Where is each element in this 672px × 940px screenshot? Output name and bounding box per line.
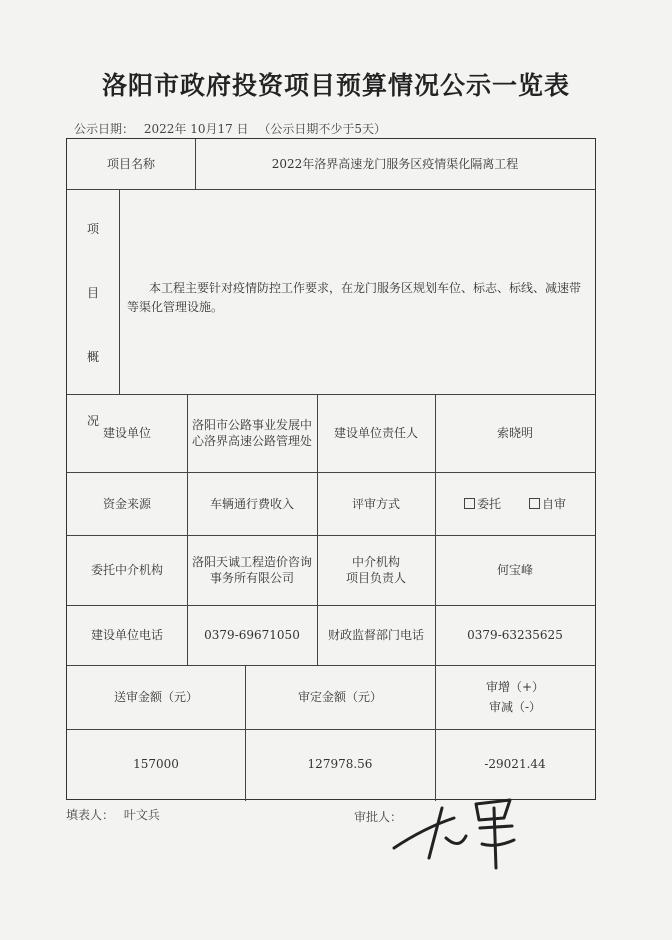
overview-label-char: 目 [86, 286, 99, 301]
date-label: 公示日期： [74, 122, 135, 136]
date-value: 2022年 10月17 日 [143, 122, 249, 136]
project-name-label: 项目名称 [106, 157, 155, 171]
agency-label: 委托中介机构 [90, 563, 163, 577]
submitted-amount-value: 157000 [133, 757, 179, 771]
approved-amount-label: 审定金额（元） [297, 690, 382, 704]
responsible-person-label: 建设单位责任人 [333, 426, 418, 440]
review-method-options [435, 472, 595, 535]
unit-phone-label: 建设单位电话 [90, 628, 163, 642]
unit-phone-value: 0379-69671050 [204, 628, 300, 642]
overview-label-char: 况 [86, 413, 99, 428]
review-option-self[interactable]: 自审 [529, 496, 566, 512]
finance-phone-label: 财政监督部门电话 [327, 628, 424, 642]
agency-person-value: 何宝峰 [496, 563, 533, 577]
fund-source-label: 资金来源 [102, 496, 151, 511]
page-title: 洛阳市政府投资项目预算情况公示一览表 [101, 71, 570, 100]
construction-unit-value: 洛阳市公路事业发展中心洛界高速公路管理处 [191, 418, 312, 448]
date-note: （公示日期不少于5天） [258, 122, 387, 136]
submitted-amount-label: 送审金额（元） [113, 690, 198, 704]
review-option-entrust[interactable]: 委托 [464, 496, 501, 512]
change-value: -29021.44 [484, 757, 546, 771]
budget-table [66, 138, 596, 800]
filler-line [66, 806, 160, 823]
overview-label-char: 项 [86, 222, 99, 237]
responsible-person-value: 索晓明 [496, 426, 533, 440]
filler-label: 填表人： [66, 808, 115, 822]
approved-amount-value: 127978.56 [307, 757, 373, 771]
approver-label: 审批人： [354, 810, 403, 824]
agency-value: 洛阳天诚工程造价咨询事务所有限公司 [191, 555, 312, 585]
project-name-value: 2022年洛界高速龙门服务区疫情渠化隔离工程 [271, 157, 519, 171]
approver-signature [384, 788, 534, 878]
review-method-label: 评审方式 [351, 496, 400, 511]
finance-phone-value: 0379-63235625 [467, 628, 563, 642]
fund-source-value: 车辆通行费收入 [209, 496, 294, 511]
overview-text: 本工程主要针对疫情防控工作要求，在龙门服务区规划车位、标志、标线、减速带等渠化管理设施。 [127, 281, 582, 314]
construction-unit-label: 建设单位 [102, 426, 151, 440]
checkbox-icon[interactable] [464, 498, 475, 509]
filler-value: 叶文兵 [123, 808, 160, 822]
overview-label-char: 概 [86, 349, 99, 364]
change-label: 审增（+） 审减（-） [485, 680, 545, 714]
checkbox-icon[interactable] [529, 498, 540, 509]
publish-date-line [74, 120, 392, 137]
agency-person-label: 中介机构 项目负责人 [345, 555, 406, 585]
